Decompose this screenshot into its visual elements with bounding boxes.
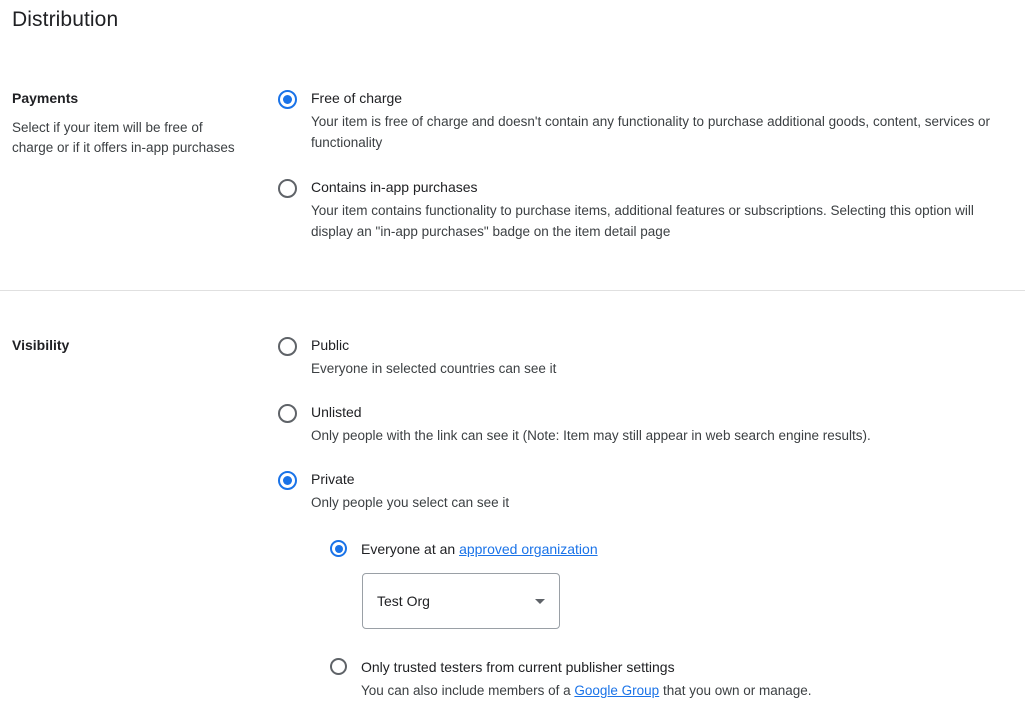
option-in-app-purchases-description: Your item contains functionality to purchase items, additional features or subscriptions. Selecting this option will display an "in-app purchases" badge on the item detail page	[311, 203, 974, 239]
option-approved-organization-label-text: Everyone at an	[361, 541, 460, 557]
organization-select[interactable]	[362, 573, 560, 629]
section-divider	[0, 290, 1025, 291]
payments-label-block	[12, 88, 242, 158]
option-public-label: Public	[311, 337, 350, 353]
option-private-description: Only people you select can see it	[311, 495, 510, 510]
radio-trusted-testers[interactable]	[330, 658, 347, 675]
chevron-down-icon	[535, 599, 545, 604]
option-approved-organization-label	[361, 539, 1013, 559]
option-free-of-charge[interactable]	[278, 88, 1013, 153]
radio-in-app-purchases[interactable]	[278, 179, 297, 198]
visibility-title: Visibility	[12, 337, 70, 353]
option-trusted-testers[interactable]	[330, 657, 1013, 701]
option-unlisted[interactable]	[278, 402, 1013, 446]
private-suboptions	[330, 539, 1013, 701]
section-payments	[0, 88, 1025, 291]
option-private-label: Private	[311, 471, 355, 487]
payments-description: Select if your item will be free of charge or if it offers in-app purchases	[12, 120, 235, 155]
option-approved-organization[interactable]	[330, 539, 1013, 629]
approved-organization-link[interactable]: approved organization	[459, 541, 598, 557]
radio-private[interactable]	[278, 471, 297, 490]
radio-free-of-charge[interactable]	[278, 90, 297, 109]
option-public[interactable]	[278, 335, 1013, 379]
option-private[interactable]	[278, 469, 1013, 701]
option-public-description: Everyone in selected countries can see it	[311, 361, 557, 376]
organization-select-value: Test Org	[377, 593, 430, 609]
radio-public[interactable]	[278, 337, 297, 356]
option-free-of-charge-description: Your item is free of charge and doesn't contain any functionality to purchase additional goods, content, services or functionality	[311, 114, 990, 150]
page-title: Distribution	[12, 8, 119, 31]
visibility-options	[278, 335, 1013, 711]
option-in-app-purchases[interactable]	[278, 177, 1013, 242]
option-free-of-charge-label: Free of charge	[311, 90, 403, 106]
payments-title: Payments	[12, 90, 79, 106]
option-unlisted-description: Only people with the link can see it (Note: Item may still appear in web search engine results).	[311, 428, 871, 443]
google-group-link[interactable]: Google Group	[574, 683, 660, 698]
trusted-testers-desc-prefix: You can also include members of a	[361, 683, 575, 698]
radio-approved-organization[interactable]	[330, 540, 347, 557]
visibility-label-block	[12, 335, 242, 355]
option-trusted-testers-label: Only trusted testers from current publisher settings	[361, 659, 675, 675]
radio-unlisted[interactable]	[278, 404, 297, 423]
option-in-app-purchases-label: Contains in-app purchases	[311, 179, 478, 195]
payments-options	[278, 88, 1013, 260]
option-trusted-testers-description	[361, 680, 1013, 701]
option-unlisted-label: Unlisted	[311, 404, 362, 420]
trusted-testers-desc-suffix: that you own or manage.	[659, 683, 812, 698]
